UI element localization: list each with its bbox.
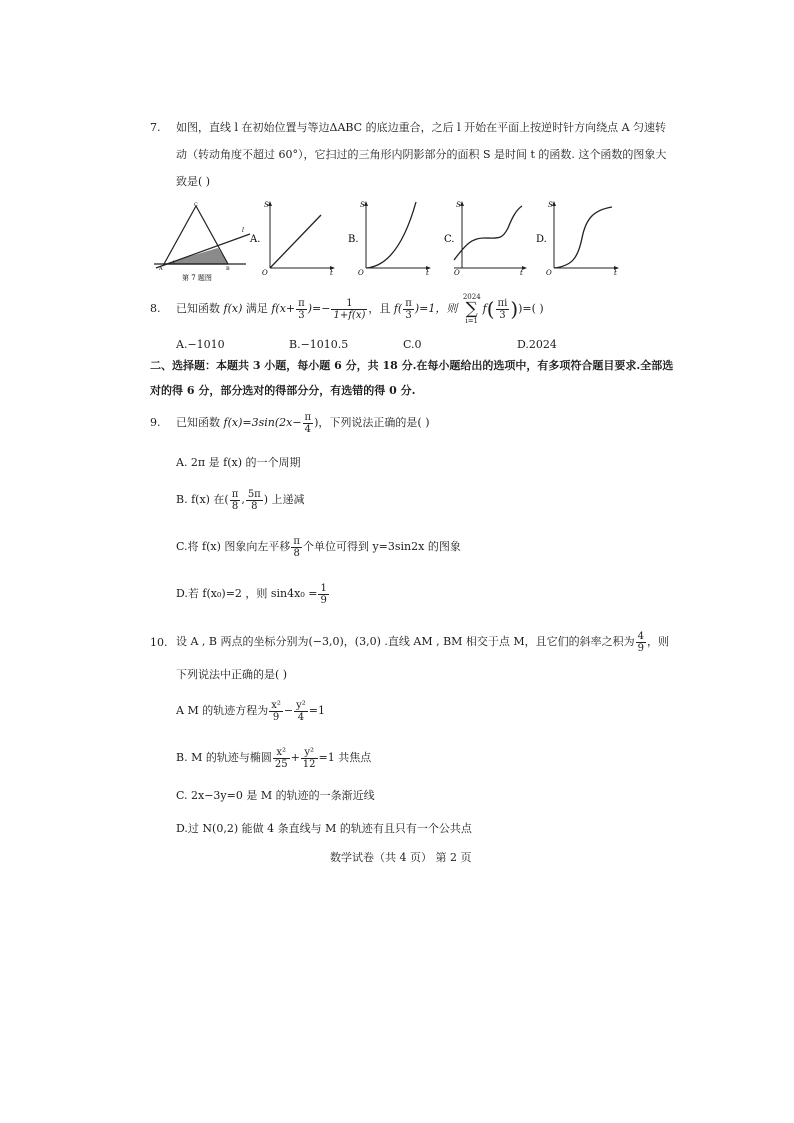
q8-pre: 已知函数 — [176, 302, 220, 315]
q8-stem: 已知函数 f(x) 满足 f(x+ $\frac{\pi}{3}$ )=− $\frac{1}{1+f(x)}$ ，且 f( $\frac{\pi}{3}$ )=1，则 2024 ∑ i=1f( $\frac{\pi i}{3}$ ))=( ) — [176, 293, 544, 325]
option-c-s: S — [456, 201, 461, 209]
q10-line-1: 设 A , B 两点的坐标分别为(−3,0)，(3,0) .直线 AM , BM 相交于点 M，且它们的斜率之积为 $\frac{4}{9}$ ，则 — [176, 630, 670, 654]
option-d-s: S — [548, 201, 553, 209]
option-a-label: A. — [250, 234, 261, 245]
section-2-line-1: 二、选择题：本题共 3 小题，每小题 6 分，共 18 分.在每小题给出的选项中，有多项符合题目要求.全部选 — [150, 359, 674, 372]
option-a-t: t — [330, 269, 333, 277]
q10-option-a: A M 的轨迹方程为 $\frac{\text{x²}}{9}$ − $\frac{\text{y²}}{4}$ =1 — [176, 699, 325, 723]
q7-option-graphs — [248, 198, 628, 278]
q8-option-c: C.0 — [403, 338, 422, 351]
option-d-o: O — [546, 269, 552, 277]
q8-frac-pii3: $\frac{\pi i}{3}$ — [497, 297, 508, 321]
q8-sum: 2024 ∑ i=1 — [462, 293, 481, 325]
q8-and: ，且 — [368, 302, 391, 315]
option-a-o: O — [262, 269, 268, 277]
q8-number: 8. — [150, 302, 161, 315]
q8-frac-recip: $\frac{1}{1+f(x)}$ — [333, 297, 366, 321]
option-b-o: O — [358, 269, 364, 277]
q8-option-b: B.−1010.5 — [289, 338, 349, 351]
q8-frac-pi3: $\frac{\pi}{3}$ — [298, 297, 305, 321]
label-a: A — [159, 266, 163, 272]
q7-line-1: 如图，直线 l 在初始位置与等边ΔABC 的底边重合，之后 l 开始在平面上按逆时针方向绕点 A 匀速转 — [176, 121, 667, 134]
q9-stem: 已知函数 f(x)=3sin(2x− $\frac{\pi}{4}$ )，下列说法正确的是( ) — [176, 411, 430, 435]
option-c-graph — [444, 201, 527, 277]
label-c: C — [194, 202, 198, 208]
q8-eq-mid: )=− — [307, 302, 331, 315]
q8-cond: 满足 — [245, 302, 268, 315]
q9-option-d: D.若 f(x₀)=2 ，则 sin4x₀ = $\frac{1}{9}$ — [176, 582, 327, 606]
q10-option-b: B. M 的轨迹与椭圆 $\frac{\text{x²}}{25}$ + $\frac{\text{y²}}{12}$ =1 共焦点 — [176, 746, 372, 770]
option-b-t: t — [426, 269, 429, 277]
label-l: l — [242, 227, 244, 234]
option-b-s: S — [360, 201, 365, 209]
option-c-o: O — [454, 269, 460, 277]
q8-eq-lhs: f(x+ — [271, 302, 296, 315]
page-footer: 数学试卷（共 4 页） 第 2 页 — [330, 851, 472, 864]
q10-number: 10. — [150, 636, 168, 649]
fig-caption: 第 7 题图 — [182, 274, 212, 282]
option-b-label: B. — [348, 234, 359, 245]
q10-option-d: D.过 N(0,2) 能做 4 条直线与 M 的轨迹有且只有一个公共点 — [176, 822, 472, 835]
q7-number: 7. — [150, 121, 161, 134]
q7-line-3: 致是( ) — [176, 175, 211, 188]
option-a-s: S — [264, 201, 269, 209]
q8-fx: f(x) — [223, 302, 243, 315]
q8-tail: )=( ) — [518, 302, 544, 315]
option-d-graph — [536, 201, 619, 277]
q9-option-c: C.将 f(x) 图象向左平移 $\frac{\pi}{8}$ 个单位可得到 y=3sin2x 的图象 — [176, 535, 461, 559]
q8-option-d: D.2024 — [517, 338, 557, 351]
option-c-curve — [454, 206, 522, 260]
label-b: B — [226, 266, 230, 272]
q7-triangle-figure — [152, 198, 252, 284]
option-d-curve — [554, 207, 612, 268]
q8-option-a: A.−1010 — [176, 338, 225, 351]
option-a-graph — [249, 201, 335, 277]
option-b-curve — [366, 202, 416, 268]
q9-number: 9. — [150, 416, 161, 429]
option-b-graph — [348, 201, 431, 277]
q10-line-2: 下列说法中正确的是( ) — [176, 668, 288, 681]
option-c-label: C. — [444, 234, 455, 245]
q8-eq-one: )=1，则 — [414, 302, 458, 315]
q8-f: f( — [393, 302, 403, 315]
option-c-t: t — [520, 269, 523, 277]
q8-frac-pi3-b: $\frac{\pi}{3}$ — [405, 297, 412, 321]
option-a-curve — [270, 215, 321, 268]
option-d-label: D. — [536, 234, 547, 245]
option-d-t: t — [614, 269, 617, 277]
q9-option-a: A. 2π 是 f(x) 的一个周期 — [176, 456, 301, 469]
q10-option-c: C. 2x−3y=0 是 M 的轨迹的一条渐近线 — [176, 789, 375, 802]
section-2-line-2: 对的得 6 分，部分选对的得部分分，有选错的得 0 分. — [150, 384, 416, 397]
q7-line-2: 动（转动角度不超过 60°），它扫过的三角形内阴影部分的面积 S 是时间 t 的函数. 这个函数的图象大 — [176, 148, 667, 161]
q9-option-b: B. f(x) 在( $\frac{\pi}{8}$ , $\frac{5\pi}{8}$ ) 上递减 — [176, 488, 305, 512]
